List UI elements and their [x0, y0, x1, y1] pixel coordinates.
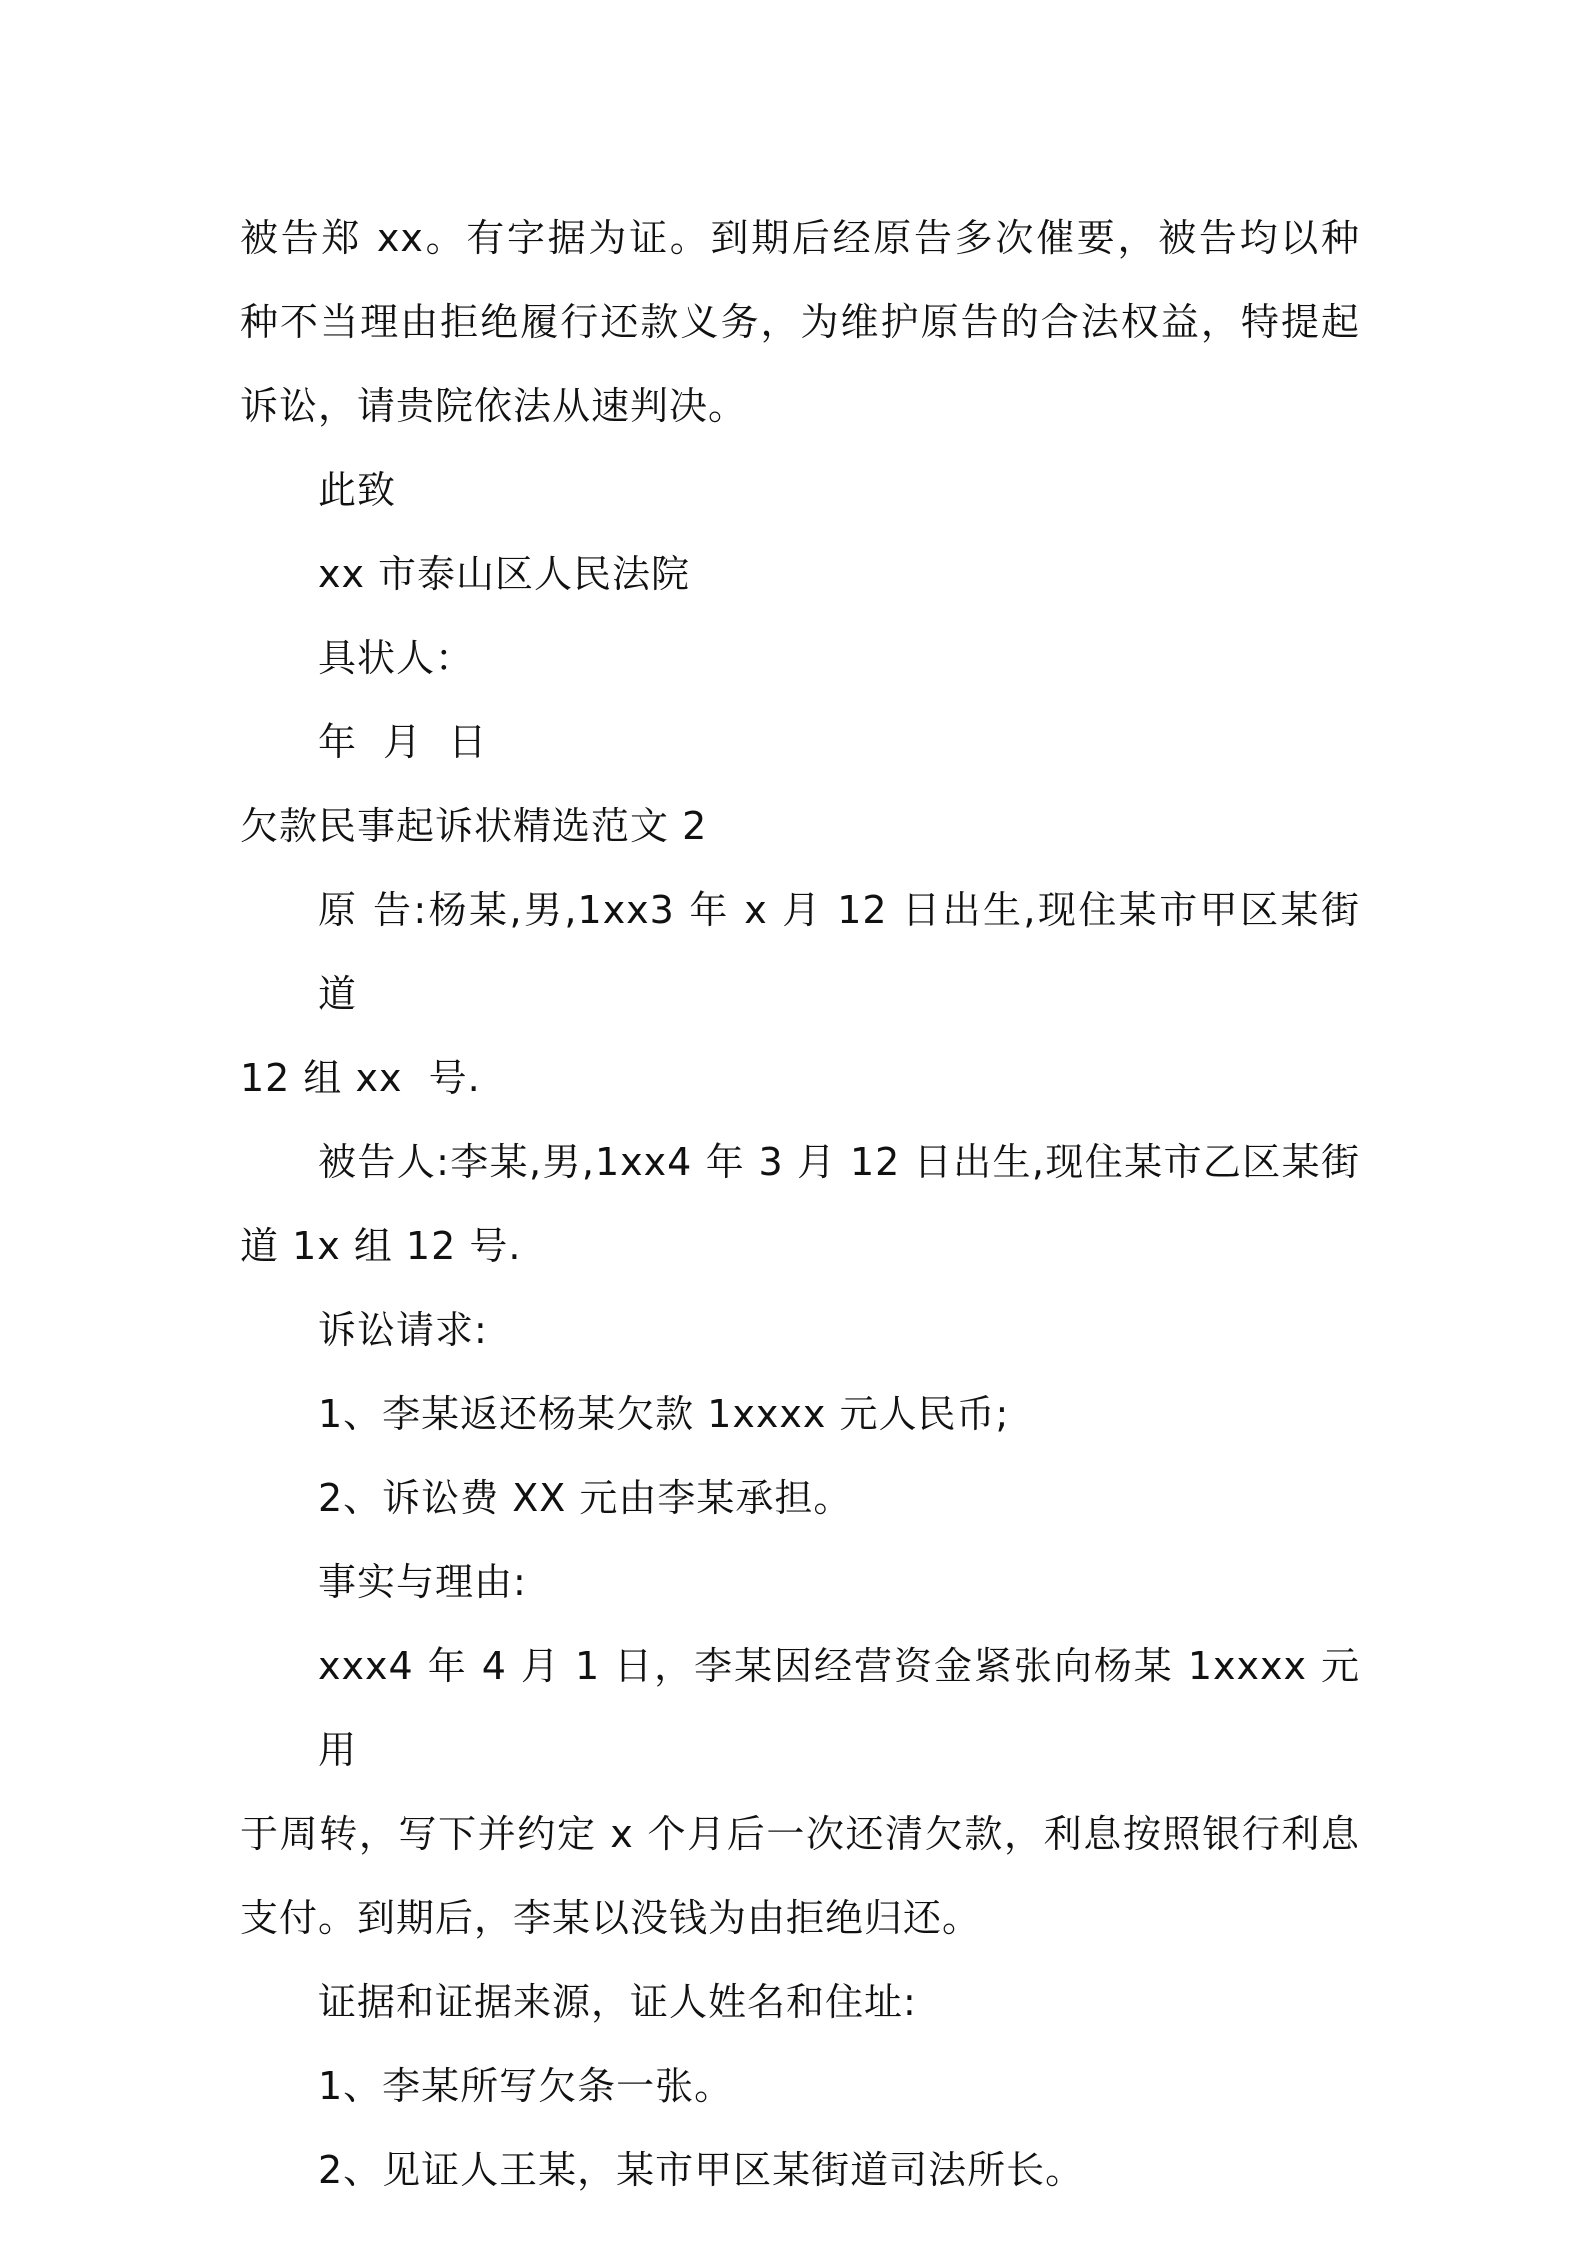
text-line: 被告郑 xx。有字据为证。到期后经原告多次催要，被告均以种 [240, 216, 1360, 260]
salutation: 此致 [318, 468, 397, 512]
text-line: xxx4 年 4 月 1 日，李某因经营资金紧张向杨某 1xxxx 元用 [318, 1644, 1360, 1772]
claim-item: 2、诉讼费 XX 元由李某承担。 [318, 1476, 853, 1520]
text-line: 支付。到期后，李某以没钱为由拒绝归还。 [240, 1896, 982, 1940]
plaintiff-paragraph [240, 868, 1360, 1120]
text-line: 于周转，写下并约定 x 个月后一次还清欠款，利息按照银行利息 [240, 1812, 1360, 1856]
signer-label: 具状人： [318, 636, 475, 680]
text-line: 被告人:李某,男,1xx4 年 3 月 12 日出生,现住某市乙区某街 [318, 1140, 1360, 1184]
facts-title: 事实与理由: [318, 1560, 527, 1604]
facts-paragraph [240, 1624, 1360, 1960]
court-name: xx 市泰山区人民法院 [318, 552, 691, 596]
defendant-paragraph [240, 1120, 1360, 1288]
claim-item: 1、李某返还杨某欠款 1xxxx 元人民币; [318, 1392, 1010, 1436]
evidence-title: 证据和证据来源，证人姓名和住址: [318, 1980, 917, 2024]
paragraph-continuation [240, 196, 1360, 448]
claims-title: 诉讼请求: [318, 1308, 488, 1352]
text-line: 种不当理由拒绝履行还款义务，为维护原告的合法权益，特提起 [240, 300, 1360, 344]
text-line: 12 组 xx 号. [240, 1056, 481, 1100]
text-line: 道 1x 组 12 号. [240, 1224, 522, 1268]
text-line: 原 告:杨某,男,1xx3 年 x 月 12 日出生,现住某市甲区某街道 [318, 888, 1360, 1016]
evidence-item: 2、见证人王某，某市甲区某街道司法所长。 [318, 2148, 1085, 2192]
section-heading: 欠款民事起诉状精选范文 2 [240, 804, 708, 848]
document-body [240, 196, 1360, 2212]
text-line: 诉讼，请贵院依法从速判决。 [240, 384, 748, 428]
date-line: 年 月 日 [318, 720, 488, 764]
evidence-item: 1、李某所写欠条一张。 [318, 2064, 734, 2108]
